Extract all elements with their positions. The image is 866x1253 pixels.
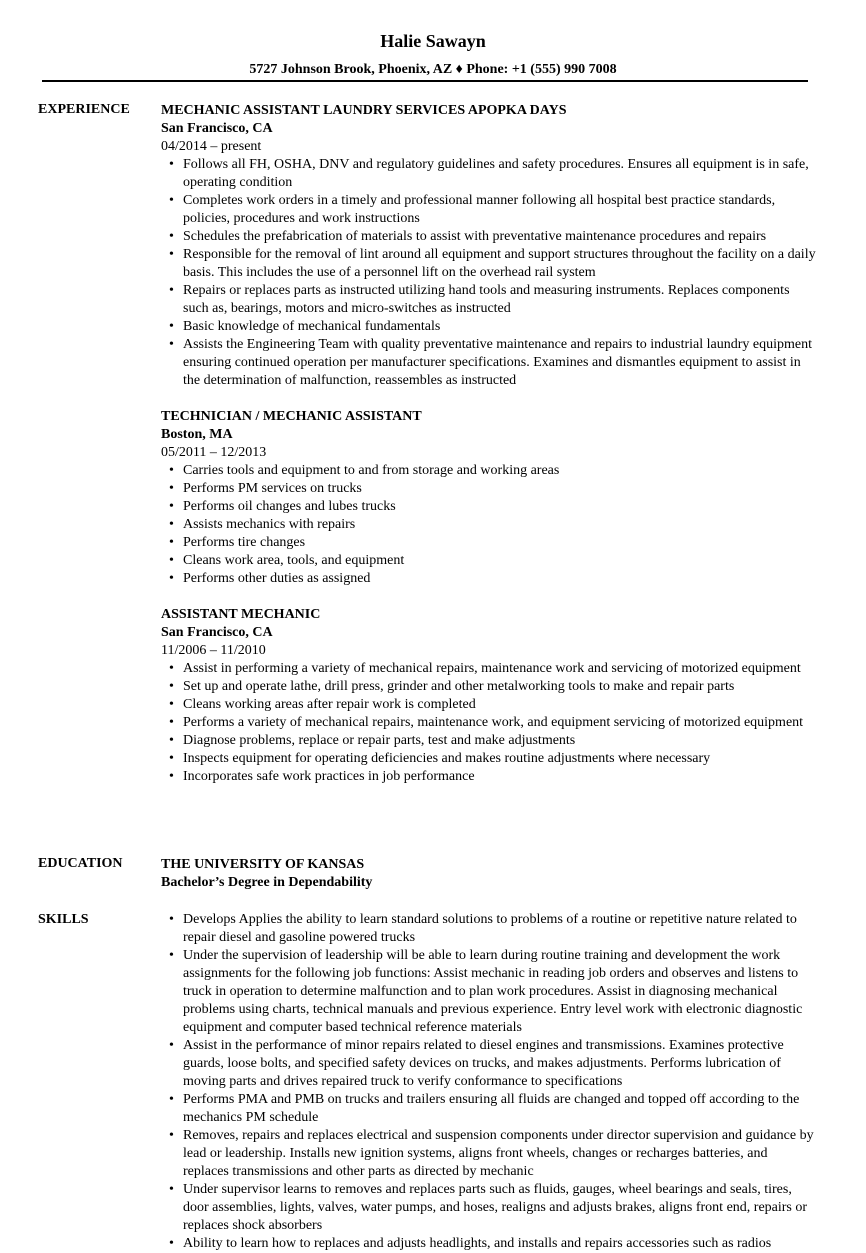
skills-list xyxy=(161,911,816,1253)
list-item: • Completes work orders in a timely and professional manner following all hospital best practice standards, policies, procedures and work instructions xyxy=(161,192,816,228)
list-item: • Incorporates safe work practices in job performance xyxy=(161,768,816,786)
list-item: • Performs tire changes xyxy=(161,534,816,552)
job-location: San Francisco, CA xyxy=(161,121,273,136)
list-item: • Develops Applies the ability to learn standard solutions to problems of a routine or repetitive nature related to repair diesel and gasoline powered trucks xyxy=(161,911,816,947)
job-dates: 04/2014 – present xyxy=(161,139,262,154)
job-dates: 05/2011 – 12/2013 xyxy=(161,445,267,460)
list-item: • Performs PMA and PMB on trucks and trailers ensuring all fluids are changed and topped off according to the mechanics PM schedule xyxy=(161,1091,816,1127)
list-item: • Carries tools and equipment to and from storage and working areas xyxy=(161,462,816,480)
candidate-name: Halie Sawayn xyxy=(380,31,486,51)
job-entry xyxy=(161,606,816,786)
list-item: • Ability to learn how to replaces and adjusts headlights, and installs and repairs accessories such as radios xyxy=(161,1235,816,1253)
list-item: • Performs PM services on trucks xyxy=(161,480,816,498)
job-entry xyxy=(161,408,816,588)
experience-section xyxy=(161,102,816,804)
job-title: TECHNICIAN / MECHANIC ASSISTANT xyxy=(161,409,422,424)
job-location: Boston, MA xyxy=(161,427,233,442)
education-heading: EDUCATION xyxy=(38,856,123,871)
job-duties xyxy=(161,156,816,390)
header-divider xyxy=(42,80,808,82)
job-duties xyxy=(161,660,816,786)
list-item: • Inspects equipment for operating deficiencies and makes routine adjustments where necessary xyxy=(161,750,816,768)
list-item: • Performs other duties as assigned xyxy=(161,570,816,588)
list-item: • Follows all FH, OSHA, DNV and regulatory guidelines and safety procedures. Ensures all equipment is in safe, operating condition xyxy=(161,156,816,192)
list-item: • Performs a variety of mechanical repairs, maintenance work, and equipment servicing of motorized equipment xyxy=(161,714,816,732)
list-item: • Repairs or replaces parts as instructed utilizing hand tools and measuring instruments. Replaces components such as, bearings, motors and micro-switches as instructed xyxy=(161,282,816,318)
contact-line: 5727 Johnson Brook, Phoenix, AZ ♦ Phone: +1 (555) 990 7008 xyxy=(249,62,617,77)
list-item: • Assists mechanics with repairs xyxy=(161,516,816,534)
list-item: • Cleans work area, tools, and equipment xyxy=(161,552,816,570)
list-item: • Set up and operate lathe, drill press, grinder and other metalworking tools to make and repair parts xyxy=(161,678,816,696)
list-item: • Removes, repairs and replaces electrical and suspension components under director supervision and guidance by lead or leadership. Installs new ignition systems, aligns front wheels, changes or recharges batteries, and replaces transmissions and other parts as directed by mechanic xyxy=(161,1127,816,1181)
degree-name: Bachelor’s Degree in Dependability xyxy=(161,875,373,890)
list-item: • Diagnose problems, replace or repair parts, test and make adjustments xyxy=(161,732,816,750)
list-item: • Assist in the performance of minor repairs related to diesel engines and transmissions. Examines protective guards, loose bolts, and specified safety devices on trucks, and makes adjustments. Performs lubrication of moving parts and drives repaired truck to verify conformance to specifications xyxy=(161,1037,816,1091)
list-item: • Under supervisor learns to removes and replaces parts such as fluids, gauges, wheel bearings and seals, tires, door assemblies, lights, valves, water pumps, and hoses, realigns and adjusts brakes, aligns front end, repairs or replaces shock absorbers xyxy=(161,1181,816,1235)
list-item: • Cleans working areas after repair work is completed xyxy=(161,696,816,714)
job-entry xyxy=(161,102,816,390)
list-item: • Assists the Engineering Team with quality preventative maintenance and repairs to industrial laundry equipment ensuring continued operation per manufacturer specifications. Examines and dismantles equipment to assist in the determination of malfunction, reassembles as instructed xyxy=(161,336,816,390)
list-item: • Schedules the prefabrication of materials to assist with preventative maintenance procedures and repairs xyxy=(161,228,816,246)
job-location: San Francisco, CA xyxy=(161,625,273,640)
list-item: • Assist in performing a variety of mechanical repairs, maintenance work and servicing of motorized equipment xyxy=(161,660,816,678)
job-duties xyxy=(161,462,816,588)
skills-section xyxy=(161,911,816,1253)
skills-heading: SKILLS xyxy=(38,912,89,927)
list-item: • Responsible for the removal of lint around all equipment and support structures throughout the facility on a daily basis. This includes the use of a personnel lift on the overhead rail system xyxy=(161,246,816,282)
list-item: • Under the supervision of leadership will be able to learn during routine training and development the work assignments for the following job functions: Assist mechanic in reading job orders and observes and listens to truck in operation to determine malfunction and to plan work procedures. Assist in diagnosing mechanical problems using charts, technical manuals and previous experience. Entry level work with electronic diagnostic equipment and computer based technical reference materials xyxy=(161,947,816,1037)
school-name: THE UNIVERSITY OF KANSAS xyxy=(161,857,365,872)
education-section xyxy=(161,856,816,892)
job-title: MECHANIC ASSISTANT LAUNDRY SERVICES APOPKA DAYS xyxy=(161,103,567,118)
job-dates: 11/2006 – 11/2010 xyxy=(161,643,266,658)
list-item: • Performs oil changes and lubes trucks xyxy=(161,498,816,516)
job-title: ASSISTANT MECHANIC xyxy=(161,607,321,622)
experience-heading: EXPERIENCE xyxy=(38,102,130,117)
list-item: • Basic knowledge of mechanical fundamentals xyxy=(161,318,816,336)
